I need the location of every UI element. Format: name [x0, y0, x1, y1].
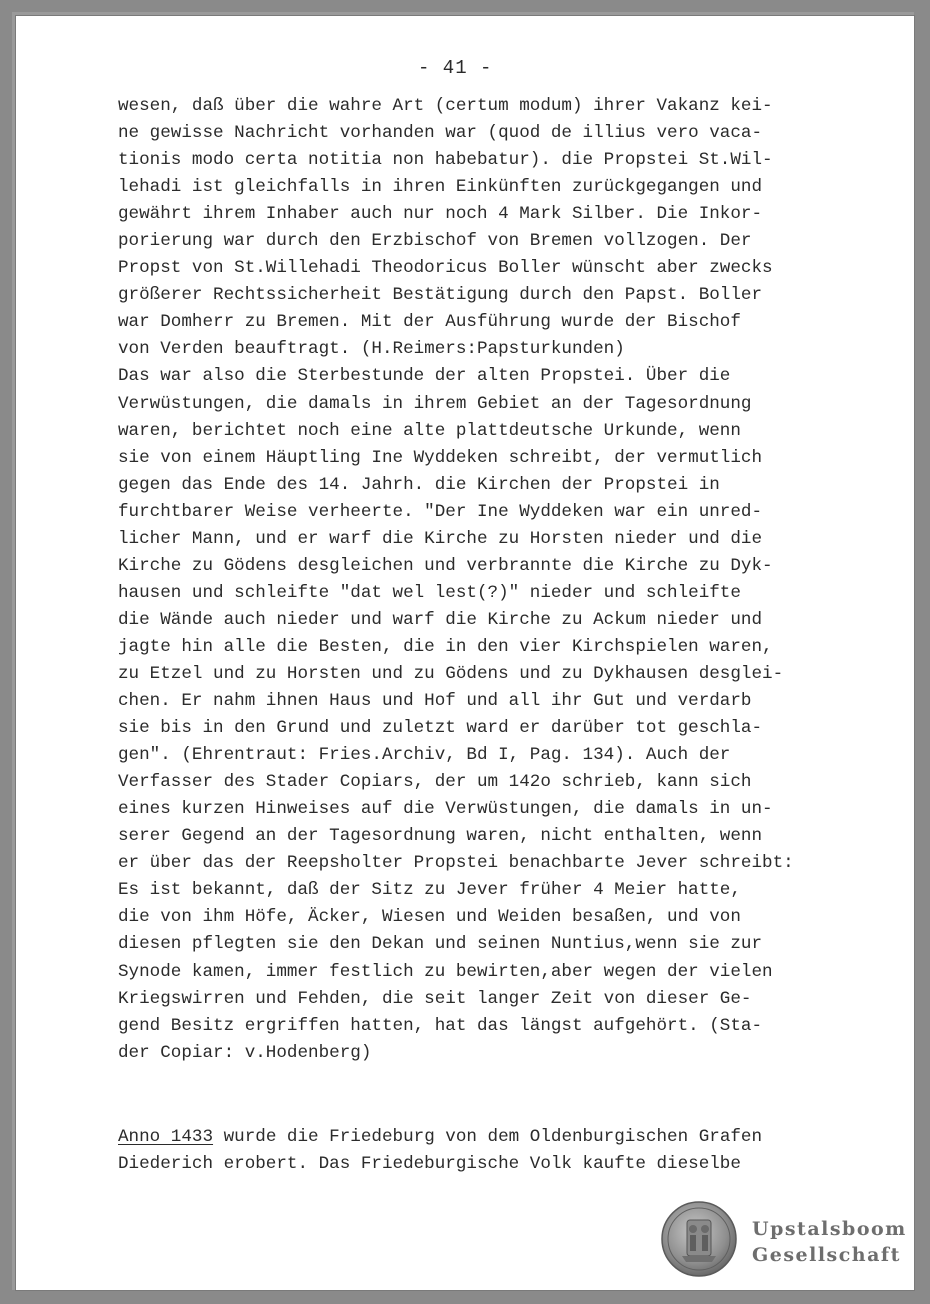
page-number: - 41 -	[418, 57, 493, 79]
text-line: der Copiar: v.Hodenberg)	[118, 1042, 372, 1063]
text-line: von Verden beauftragt. (H.Reimers:Papsturkunden)	[118, 339, 625, 360]
text-line: Synode kamen, immer festlich zu bewirten,aber wegen der vielen	[118, 961, 773, 982]
text-line: hausen und schleifte "dat wel lest(?)" nieder und schleifte	[118, 582, 741, 603]
text-line: diesen pflegten sie den Dekan und seinen Nuntius,wenn sie zur	[118, 934, 763, 955]
text-line: die von ihm Höfe, Äcker, Wiesen und Weiden besaßen, und von	[118, 907, 741, 928]
anno-year-label: Anno 1433	[118, 1127, 214, 1147]
text-line: eines kurzen Hinweises auf die Verwüstungen, die damals in un-	[118, 799, 773, 820]
watermark-line-1: Upstalsboom	[752, 1218, 907, 1240]
watermark-text	[752, 1216, 907, 1268]
text-line: waren, berichtet noch eine alte plattdeutsche Urkunde, wenn	[118, 420, 741, 441]
anno-line-1-rest: wurde die Friedeburg von dem Oldenburgischen Grafen	[213, 1127, 763, 1147]
text-line: Verfasser des Stader Copiars, der um 142o schrieb, kann sich	[118, 772, 752, 793]
text-line: er über das der Reepsholter Propstei benachbarte Jever schreibt:	[118, 853, 794, 874]
text-line: chen. Er nahm ihnen Haus und Hof und all ihr Gut und verdarb	[118, 691, 752, 712]
anno-line-2: Diederich erobert. Das Friedeburgische Volk kaufte dieselbe	[118, 1154, 741, 1175]
text-line: wesen, daß über die wahre Art (certum modum) ihrer Vakanz kei-	[118, 96, 773, 116]
text-line: zu Etzel und zu Horsten und zu Gödens und zu Dykhausen desglei-	[118, 663, 784, 684]
watermark-line-2: Gesellschaft	[752, 1244, 901, 1266]
text-line: Verwüstungen, die damals in ihrem Gebiet an der Tagesordnung	[118, 393, 752, 414]
text-line: Propst von St.Willehadi Theodoricus Boller wünscht aber zwecks	[118, 258, 773, 279]
text-line: war Domherr zu Bremen. Mit der Ausführung wurde der Bischof	[118, 312, 741, 333]
seal-icon	[660, 1200, 738, 1278]
body-paragraph	[118, 93, 838, 1067]
anno-line-1	[118, 1124, 762, 1151]
text-line: Es ist bekannt, daß der Sitz zu Jever früher 4 Meier hatte,	[118, 880, 741, 901]
text-line: sie von einem Häuptling Ine Wyddeken schreibt, der vermutlich	[118, 447, 763, 468]
text-line: gend Besitz ergriffen hatten, hat das längst aufgehört. (Sta-	[118, 1015, 763, 1036]
text-line: serer Gegend an der Tagesordnung waren, nicht enthalten, wenn	[118, 826, 763, 847]
text-line: gewährt ihrem Inhaber auch nur noch 4 Mark Silber. Die Inkor-	[118, 204, 763, 225]
text-line: sie bis in den Grund und zuletzt ward er darüber tot geschla-	[118, 718, 763, 739]
text-line: größerer Rechtssicherheit Bestätigung durch den Papst. Boller	[118, 285, 763, 306]
text-line: lehadi ist gleichfalls in ihren Einkünften zurückgegangen und	[118, 177, 763, 198]
text-line: Kirche zu Gödens desgleichen und verbrannte die Kirche zu Dyk-	[118, 555, 773, 576]
text-line: Kriegswirren und Fehden, die seit langer Zeit von dieser Ge-	[118, 988, 752, 1009]
text-line: furchtbarer Weise verheerte. "Der Ine Wyddeken war ein unred-	[118, 501, 763, 522]
text-line: ne gewisse Nachricht vorhanden war (quod de illius vero vaca-	[118, 123, 763, 144]
text-line: die Wände auch nieder und warf die Kirche zu Ackum nieder und	[118, 609, 763, 630]
anno-paragraph	[118, 1124, 762, 1178]
text-line: gegen das Ende des 14. Jahrh. die Kirchen der Propstei in	[118, 474, 720, 495]
text-line: tionis modo certa notitia non habebatur). die Propstei St.Wil-	[118, 150, 773, 171]
text-line: jagte hin alle die Besten, die in den vier Kirchspielen waren,	[118, 636, 773, 657]
text-line: porierung war durch den Erzbischof von Bremen vollzogen. Der	[118, 231, 752, 252]
text-line: gen". (Ehrentraut: Fries.Archiv, Bd I, Pag. 134). Auch der	[118, 745, 731, 766]
text-line: Das war also die Sterbestunde der alten Propstei. Über die	[118, 366, 731, 387]
text-line: licher Mann, und er warf die Kirche zu Horsten nieder und die	[118, 528, 763, 549]
